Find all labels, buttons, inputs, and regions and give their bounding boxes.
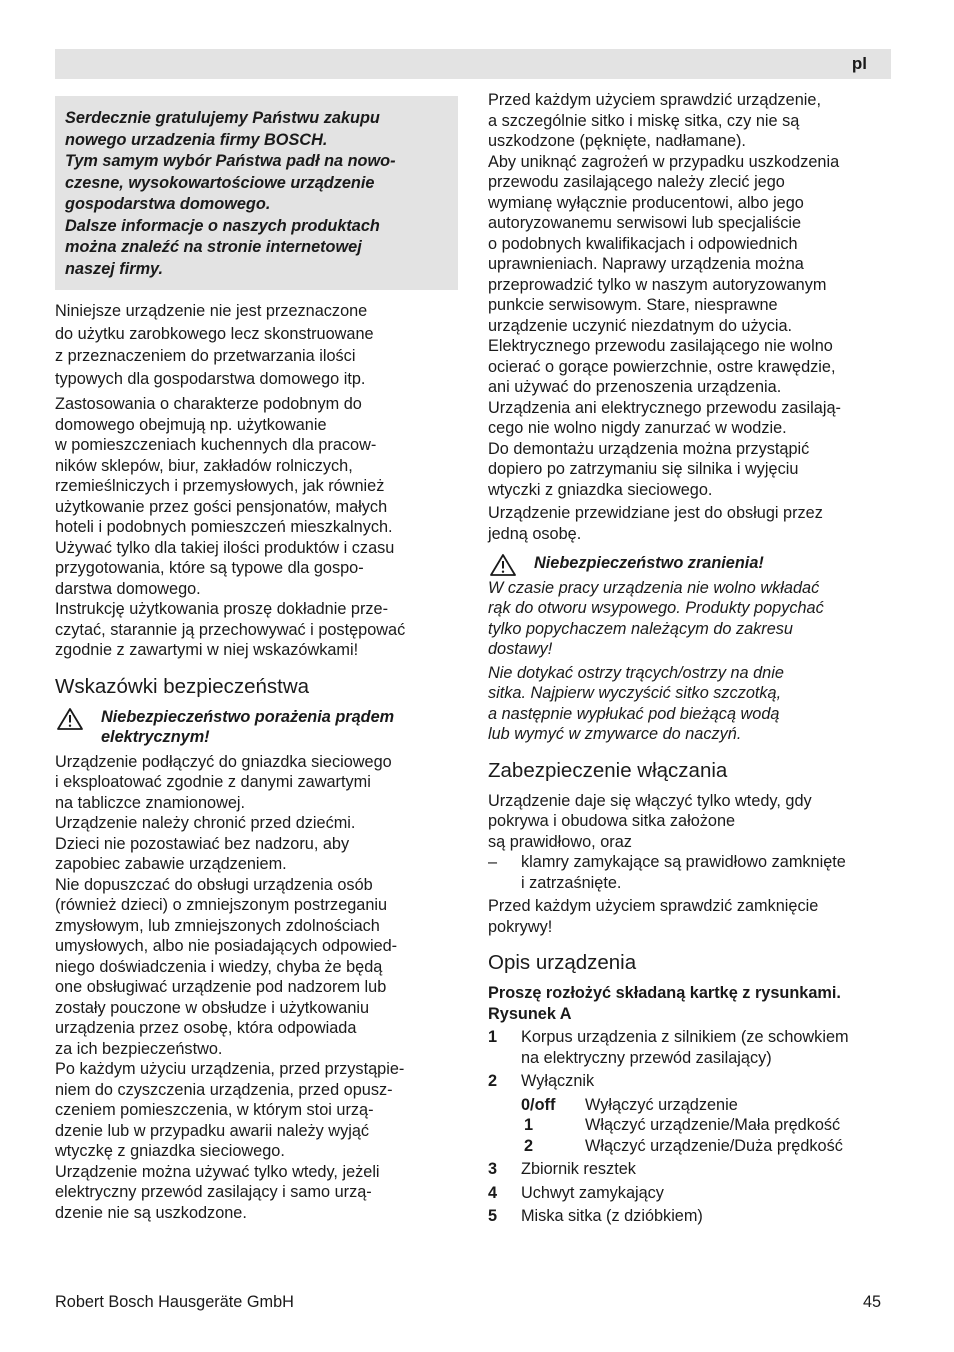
text-line: przeprowadzić tylko w naszym autoryzowanym xyxy=(488,275,827,294)
item-number: 4 xyxy=(488,1183,498,1202)
text-line: Dzieci nie pozostawiać bez nadzoru, aby xyxy=(55,834,350,853)
intro-line: można znaleźć na stronie internetowej xyxy=(65,238,362,256)
intro-box xyxy=(55,96,458,290)
text-line: W czasie pracy urządzenia nie wolno wkładać xyxy=(488,578,820,597)
safety-lock-heading: Zabezpieczenie włączania xyxy=(488,758,728,782)
text-line: niem do czyszczenia urządzenia, przed opusz- xyxy=(55,1080,393,1099)
text-line: Urządzenia ani elektrycznego przewodu zasilają- xyxy=(488,398,841,417)
intro-line: gospodarstwa domowego. xyxy=(65,195,271,213)
switch-position-text: Wyłączyć urządzenie xyxy=(585,1095,738,1114)
switch-position-key: 2 xyxy=(524,1136,534,1155)
safety-text xyxy=(55,752,458,1224)
text-line: ocierać o gorące powierzchnie, ostre krawędzie, xyxy=(488,357,836,376)
text-line: dzenie lub w przypadku awarii należy wyjąć xyxy=(55,1121,370,1140)
text-line: Przed każdym użyciem sprawdzić zamknięcie xyxy=(488,897,819,915)
item-number: 5 xyxy=(488,1207,498,1225)
text-line: dostawy! xyxy=(488,640,553,658)
usage-paragraph xyxy=(55,300,458,390)
text-line: z przeznaczeniem do przetwarzania ilości xyxy=(55,347,356,365)
electric-warning xyxy=(55,707,458,748)
injury-warning xyxy=(488,553,892,574)
text-line: cego nie wolno nigdy zanurzać w wodzie. xyxy=(488,419,787,437)
description-heading: Opis urządzenia xyxy=(488,951,637,974)
text-line: ani używać do przenoszenia urządzenia. xyxy=(488,378,782,396)
intro-line: Serdecznie gratulujemy Państwu zakupu xyxy=(65,109,380,127)
text-line: Korpus urządzenia z silnikiem (ze schowkiem xyxy=(521,1028,849,1046)
intro-line: czesne, wysokowartościowe urządzenie xyxy=(65,173,375,192)
text-line: Urządzenie należy chronić przed dziećmi. xyxy=(55,814,356,832)
single-operator-paragraph xyxy=(488,503,892,544)
text-line: zmysłowym, lub zmniejszonych zdolnościach xyxy=(55,916,380,935)
text-line: Wyłącznik xyxy=(521,1072,595,1090)
text-line: uprawnieniach. Naprawy urządzenia można xyxy=(488,255,804,273)
text-line: są prawidłowo, oraz xyxy=(488,832,632,851)
usage-details-paragraph xyxy=(55,394,458,661)
text-line: wtyczki z gniazdka sieciowego. xyxy=(488,480,713,499)
safety-heading: Wskazówki bezpieczeństwa xyxy=(55,674,310,698)
text-line: klamry zamykające są prawidłowo zamknięte xyxy=(521,853,846,871)
text-line: punkcie serwisowym. Stare, niesprawne xyxy=(488,296,778,314)
blade-warning-text xyxy=(488,663,892,745)
safety-lock-note xyxy=(488,896,892,937)
text-line: Przed każdym użyciem sprawdzić urządzenie, xyxy=(488,91,821,109)
switch-position-key: 0/off xyxy=(521,1095,556,1114)
inspection-paragraph xyxy=(488,90,892,500)
intro-line: nowego urzadzenia firmy BOSCH. xyxy=(65,130,328,149)
text-line: o podobnych kwalifikacjach i odpowiednich xyxy=(488,234,798,253)
right-column xyxy=(488,90,892,1227)
text-line: a następnie wypłukać pod bieżącą wodą xyxy=(488,704,780,723)
text-line: Do demontażu urządzenia można przystąpić xyxy=(488,439,810,458)
text-line: urządzenie uczynić niezdatnym do użycia. xyxy=(488,316,793,335)
safety-lock-text xyxy=(488,791,892,853)
text-line: rzemieślniczych i przemysłowych, jak również xyxy=(55,477,385,495)
text-line: hoteli i podobnych pomieszczeń mieszkalnych. xyxy=(55,518,393,536)
list-item xyxy=(488,852,892,893)
text-line: lub wymyć w zmywarce do naczyń. xyxy=(488,725,742,743)
text-line: jedną osobę. xyxy=(488,524,582,543)
item-number: 3 xyxy=(488,1160,498,1178)
warning-title-line: elektrycznym! xyxy=(101,728,210,746)
header-bar xyxy=(55,49,891,79)
text-line: autoryzowanemu serwisowi lub specjaliście xyxy=(488,214,802,232)
text-line: zostały pouczone w obsłudze i użytkowaniu xyxy=(55,998,370,1017)
text-line: darstwa domowego. xyxy=(55,579,201,598)
warning-title-line: Niebezpieczeństwo porażenia prądem xyxy=(101,707,395,726)
text-line: użytkowanie przez gości pensjonatów, małych xyxy=(55,497,388,516)
text-line: pokrywa i obudowa sitka założone xyxy=(488,812,736,830)
text-line: a szczególnie sitko i miskę sitka, czy nie są xyxy=(488,111,800,130)
text-line: wtyczkę z gniazdka sieciowego. xyxy=(55,1142,285,1160)
text-line: Nie dotykać ostrzy trących/ostrzy na dnie xyxy=(488,663,784,682)
text-line: w pomieszczeniach kuchennych dla pracow- xyxy=(55,436,377,454)
text-line: domowego obejmują np. użytkowanie xyxy=(55,415,327,434)
left-column xyxy=(55,90,458,1223)
text-line: przewodu zasilającego należy zlecić jego xyxy=(488,173,785,191)
text-line: elektryczny przewód zasilający i samo urzą- xyxy=(55,1183,372,1201)
intro-line: naszej firmy. xyxy=(65,259,164,278)
text-line: Po każdym użyciu urządzenia, przed przystąpie- xyxy=(55,1060,405,1078)
text-line: Urządzenie podłączyć do gniazdka sieciowego xyxy=(55,752,392,771)
switch-position-row xyxy=(488,1095,892,1116)
text-line: Niniejsze urządzenie nie jest przeznaczone xyxy=(55,302,368,320)
text-line: Urządzenie daje się włączyć tylko wtedy, gdy xyxy=(488,791,812,810)
text-line: za ich bezpieczeństwo. xyxy=(55,1039,223,1058)
list-item xyxy=(488,1159,892,1180)
text-line: umysłowych, albo nie posiadających odpowied- xyxy=(55,937,398,955)
page-number: 45 xyxy=(863,1293,882,1311)
text-line: Urządzenie można używać tylko wtedy, jeżeli xyxy=(55,1162,380,1181)
list-item xyxy=(488,1183,892,1204)
language-code: pl xyxy=(851,54,867,73)
text-line: niego doświadczenia i wiedzy, chyba że będą xyxy=(55,957,383,976)
text-line: typowych dla gospodarstwa domowego itp. xyxy=(55,369,366,388)
text-line: tylko popychaczem należącym do zakresu xyxy=(488,619,793,638)
dash-marker: – xyxy=(488,853,498,871)
text-line: rąk do otworu wsypowego. Produkty popychać xyxy=(488,599,824,617)
description-intro: Proszę rozłożyć składaną kartkę z rysunkami. xyxy=(488,984,841,1002)
text-line: na tabliczce znamionowej. xyxy=(55,793,246,812)
text-line: one obsługiwać urządzenie pod nadzorem lub xyxy=(55,978,387,996)
text-line: Miska sitka (z dzióbkiem) xyxy=(521,1207,703,1225)
switch-position-key: 1 xyxy=(524,1116,534,1134)
footer-company: Robert Bosch Hausgeräte GmbH xyxy=(55,1293,294,1311)
item-number: 2 xyxy=(488,1072,498,1090)
text-line: Aby uniknąć zagrożeń w przypadku uszkodzenia xyxy=(488,152,840,171)
text-line: Elektrycznego przewodu zasilającego nie wolno xyxy=(488,337,833,355)
list-item xyxy=(488,1206,892,1227)
text-line: Uchwyt zamykający xyxy=(521,1183,664,1202)
text-line: Urządzenie przewidziane jest do obsługi przez xyxy=(488,504,823,522)
text-line: Nie dopuszczać do obsługi urządzenia osób xyxy=(55,875,373,894)
list-item xyxy=(488,1027,892,1068)
text-line: i eksploatować zgodnie z danymi zawartymi xyxy=(55,773,371,791)
item-number: 1 xyxy=(488,1028,498,1046)
figure-label: Rysunek A xyxy=(488,1004,572,1023)
intro-line: Tym samym wybór Państwa padł na nowo- xyxy=(65,152,396,170)
text-line: i zatrzaśnięte. xyxy=(521,873,622,892)
text-line: urządzenia przez osobę, która odpowiada xyxy=(55,1019,357,1037)
text-line: pokrywy! xyxy=(488,917,553,936)
text-line: uszkodzone (pęknięte, nadłamane). xyxy=(488,132,746,150)
switch-position-row xyxy=(488,1136,892,1157)
warning-triangle-icon xyxy=(489,553,517,577)
switch-position-text: Włączyć urządzenie/Duża prędkość xyxy=(585,1136,843,1155)
text-line: sitka. Najpierw wyczyścić sitko szczotką, xyxy=(488,684,782,702)
text-line: dzenie nie są uszkodzone. xyxy=(55,1203,247,1222)
text-line: ników sklepów, biur, zakładów rolniczych, xyxy=(55,456,353,475)
text-line: Zastosowania o charakterze podobnym do xyxy=(55,395,362,413)
text-line: czytać, starannie ją przechowywać i postępować xyxy=(55,620,406,639)
text-line: Używać tylko dla takiej ilości produktów i czasu xyxy=(55,538,395,557)
text-line: (również dzieci) o zmniejszonym postrzeganiu xyxy=(55,896,388,914)
text-line: zapobiec zabawie urządzeniem. xyxy=(55,855,287,873)
intro-line: Dalsze informacje o naszych produktach xyxy=(65,216,380,235)
text-line: na elektryczny przewód zasilający) xyxy=(521,1048,772,1067)
injury-warning-text xyxy=(488,578,892,660)
warning-triangle-icon xyxy=(56,707,84,731)
text-line: wymianę wyłącznie producentowi, albo jego xyxy=(488,193,804,212)
text-line: zgodnie z zawartymi w niej wskazówkami! xyxy=(55,641,359,659)
text-line: dopiero po zatrzymaniu się silnika i wyjęciu xyxy=(488,460,799,478)
switch-position-row xyxy=(488,1115,892,1136)
text-line: przygotowania, które są typowe dla gospo- xyxy=(55,559,364,577)
warning-title: Niebezpieczeństwo zranienia! xyxy=(534,554,764,572)
text-line: do użytku zarobkowego lecz skonstruowane xyxy=(55,324,374,343)
text-line: Zbiornik resztek xyxy=(521,1160,636,1178)
list-item xyxy=(488,1071,892,1092)
text-line: Instrukcję użytkowania proszę dokładnie prze- xyxy=(55,600,389,618)
text-line: czeniem pomieszczenia, w którym stoi urzą- xyxy=(55,1101,374,1119)
switch-position-text: Włączyć urządzenie/Mała prędkość xyxy=(585,1116,841,1134)
